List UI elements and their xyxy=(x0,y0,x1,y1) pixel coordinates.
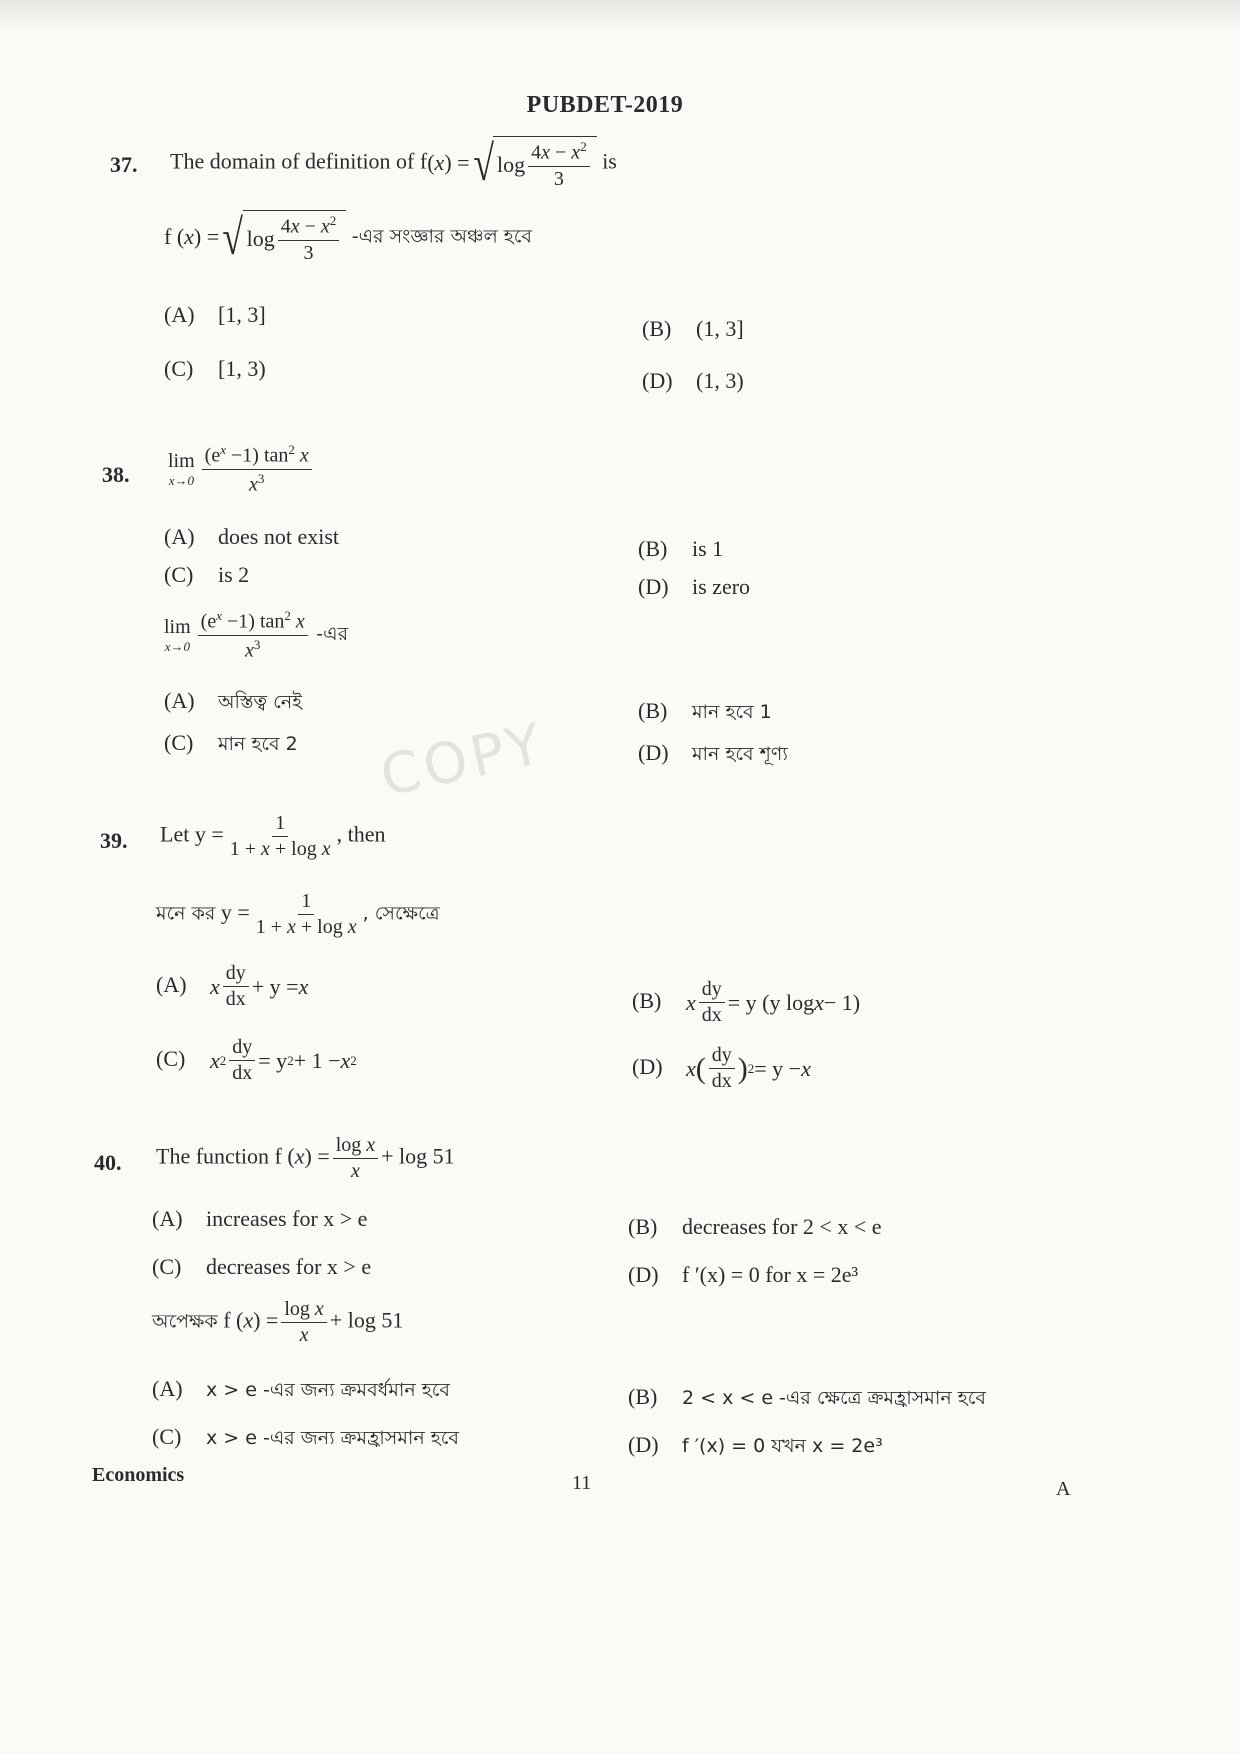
q37-option-b: (B) (1, 3] xyxy=(642,316,744,341)
footer-set-code: A xyxy=(1056,1478,1071,1500)
question-38-bengali: lim x→0 $\frac{(e^x -1) \tan^2 x}{x^3}$ -এর xyxy=(164,608,349,662)
q40-bn-option-b: (B) 2 < x < e -এর ক্ষেত্রে ক্রমহ্রাসমান হবে xyxy=(628,1384,986,1409)
question-37-bengali xyxy=(164,210,532,265)
q38-option-d: (D) is zero xyxy=(638,574,751,599)
q39-option-a: (A) x $\frac{dy}{dx}$ + y = x xyxy=(156,962,309,1010)
q37-option-c: (C) [1, 3) xyxy=(164,356,266,381)
q38-bn-option-d: (D) মান হবে শূণ্য xyxy=(638,740,788,765)
q40-bn-option-c: (C) x > e -এর জন্য ক্রমহ্রাসমান হবে xyxy=(152,1424,459,1449)
q37-en-prefix: The domain of definition of f xyxy=(170,148,428,174)
q39-option-c: (C) x 2 $\frac{dy}{dx}$ = y 2 + 1 − x 2 xyxy=(156,1036,357,1084)
q40-bn-option-a: (A) x > e -এর জন্য ক্রমবর্ধমান হবে xyxy=(152,1376,450,1401)
q38-bn-option-a: (A) অস্তিত্ব নেই xyxy=(164,688,303,713)
q38-option-c: (C) is 2 xyxy=(164,562,250,587)
q37-option-a: (A) [1, 3] xyxy=(164,302,266,327)
q40-option-b: (B) decreases for 2 < x < e xyxy=(628,1214,882,1239)
page-header: PUBDET-2019 xyxy=(526,92,684,118)
q40-option-d: (D) f ′(x) = 0 for x = 2e³ xyxy=(628,1262,859,1287)
q38-bn-suffix: -এর xyxy=(316,623,349,646)
question-39-number: 39. xyxy=(100,828,128,853)
q39-option-b: (B) x $\frac{dy}{dx}$ = y (y log x − 1) xyxy=(632,978,861,1026)
question-37-number: 37. xyxy=(110,152,138,177)
question-40-number: 40. xyxy=(94,1150,122,1175)
q37-bn-formula: f ( x ) = √ log $\frac{4x - x^2}{3}$ xyxy=(164,210,346,265)
q37-bn-suffix: -এর সংজ্ঞার অঞ্চল হবে xyxy=(351,225,532,248)
question-38-number: 38. xyxy=(102,462,130,487)
q38-option-a: (A) does not exist xyxy=(164,524,339,549)
footer-subject: Economics xyxy=(92,1464,185,1486)
q37-en-suffix: is xyxy=(602,148,617,174)
question-40-english: The function f (x) = $\frac{\text{log x}}{x}$ + log 51 xyxy=(156,1134,455,1182)
q37-formula: ( x ) = √ log $\frac{4x - x^2}{3}$ xyxy=(427,136,596,191)
question-39-english: Let y = $\frac{1}{\text{1 + x + log x}}$ , then xyxy=(160,812,386,860)
copy-watermark: COPY xyxy=(375,711,551,810)
scan-top-band xyxy=(0,0,1240,30)
q38-bn-option-b: (B) মান হবে 1 xyxy=(638,698,772,723)
question-40-bengali: অপেক্ষক f (x) = $\frac{\text{log x}}{x}$ + log 51 xyxy=(152,1298,404,1346)
question-38-formula: lim x→0 $\frac{(e^x -1) \tan^2 x}{x^3}$ xyxy=(168,442,315,496)
q40-bn-option-d: (D) f ′(x) = 0 যখন x = 2e³ xyxy=(628,1432,883,1457)
q37-option-d: (D) (1, 3) xyxy=(642,368,744,393)
q38-bn-option-c: (C) মান হবে 2 xyxy=(164,730,298,755)
footer-page-number: 11 xyxy=(572,1472,592,1494)
question-37-english xyxy=(170,136,617,191)
q40-option-a: (A) increases for x > e xyxy=(152,1206,368,1231)
q40-option-c: (C) decreases for x > e xyxy=(152,1254,372,1279)
q39-option-d: (D) x ( $\frac{dy}{dx}$ ) 2 = y − x xyxy=(632,1044,811,1092)
q38-option-b: (B) is 1 xyxy=(638,536,724,561)
question-39-bengali: মনে কর y = $\frac{1}{\text{1 + x + log x}}$ , সেক্ষেত্রে xyxy=(156,890,440,938)
